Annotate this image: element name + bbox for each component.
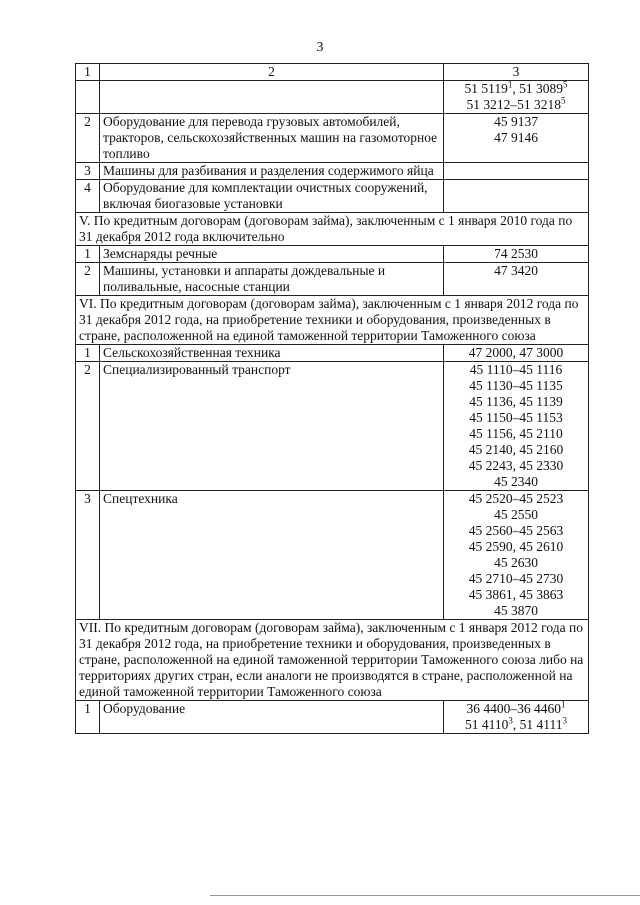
row-number-cell — [76, 81, 100, 114]
code-line: 36 4400–36 4460$^1$ — [466, 699, 566, 716]
row-text-cell: Земснаряды речные — [100, 246, 444, 263]
row-codes-cell — [444, 180, 589, 213]
code-line: 45 9137 — [494, 114, 538, 129]
footnote-mark: 5 — [561, 95, 566, 106]
code-line: 45 2560–45 2563 — [468, 523, 564, 538]
table-row — [76, 263, 589, 296]
section-title: VII. По кредитным договорам (договорам займа), заключенным с 1 января 2012 года по 31 декабря 2012 года, на приобретение техники и оборудования, произведенных в стране, расположенной на единой таможенной территории Таможенного союза либо на территориях других стран, если аналоги не производятся в стране, расположенной на единой таможенной территории Таможенного союза — [76, 620, 589, 701]
code-line: 45 1110–45 1116 — [469, 362, 563, 377]
table-row — [76, 491, 589, 620]
row-number-cell: 2 — [76, 362, 100, 491]
code-line: 47 2000, 47 3000 — [468, 345, 564, 360]
table-row — [76, 180, 589, 213]
code-line: 45 2630 — [494, 555, 538, 570]
row-number-cell: 1 — [76, 345, 100, 362]
row-text-cell: Машины, установки и аппараты дождевальные и поливальные, насосные станции — [100, 263, 444, 296]
table-header-row — [76, 64, 589, 81]
row-number-cell: 1 — [76, 246, 100, 263]
row-text-cell — [100, 81, 444, 114]
code-line: 45 2340 — [494, 474, 538, 489]
section-vii-header — [76, 620, 589, 701]
row-number-cell: 3 — [76, 491, 100, 620]
row-text-cell: Специализированный транспорт — [100, 362, 444, 491]
footnote-mark: 1 — [507, 79, 513, 90]
code-line: 45 1136, 45 1139 — [469, 394, 563, 409]
table-row — [76, 163, 589, 180]
section-vi-header — [76, 296, 589, 345]
table-row — [76, 701, 589, 734]
footnote-mark: 3 — [508, 715, 513, 726]
code-line: 45 1156, 45 2110 — [469, 426, 563, 441]
row-text-cell: Оборудование — [100, 701, 444, 734]
header-col-1: 1 — [76, 64, 100, 81]
section-v-header — [76, 213, 589, 246]
row-codes-cell — [444, 701, 589, 734]
row-number-cell: 1 — [76, 701, 100, 734]
footnote-mark: 1 — [561, 699, 566, 710]
row-number-cell: 4 — [76, 180, 100, 213]
footnote-mark: 3 — [562, 715, 567, 726]
header-col-2: 2 — [100, 64, 444, 81]
section-title: VI. По кредитным договорам (договорам займа), заключенным с 1 января 2012 года по 31 декабря 2012 года, на приобретение техники и оборудования, произведенных в стране, расположенной на единой таможенной территории Таможенного союза — [76, 296, 589, 345]
row-codes-cell — [444, 114, 589, 163]
table-row — [76, 362, 589, 491]
row-codes-cell — [444, 491, 589, 620]
row-codes-cell — [444, 81, 589, 114]
code-line: 51 4110$^3$, 51 4111$^3$ — [465, 715, 567, 732]
code-line: 51 5119$^1$, 51 3089$^5$ — [464, 79, 568, 96]
section-title: V. По кредитным договорам (договорам займа), заключенным с 1 января 2010 года по 31 декабря 2012 года включительно — [76, 213, 589, 246]
code-line: 47 9146 — [494, 130, 538, 145]
row-codes-cell — [444, 246, 589, 263]
row-codes-cell — [444, 362, 589, 491]
code-line: 45 2243, 45 2330 — [468, 458, 564, 473]
row-text-cell: Спецтехника — [100, 491, 444, 620]
code-line: 47 3420 — [494, 263, 538, 278]
table-row — [76, 114, 589, 163]
row-number-cell: 2 — [76, 114, 100, 163]
code-line: 45 2710–45 2730 — [468, 571, 564, 586]
code-line: 51 3212–51 3218$^5$ — [466, 95, 566, 112]
code-line: 74 2530 — [494, 246, 538, 261]
table-row — [76, 345, 589, 362]
row-text-cell: Оборудование для перевода грузовых автомобилей, тракторов, сельскохозяйственных машин на газомоторное топливо — [100, 114, 444, 163]
row-number-cell: 3 — [76, 163, 100, 180]
code-line: 45 2520–45 2523 — [468, 491, 564, 506]
page-bottom-rule — [210, 895, 640, 896]
code-line: 45 2590, 45 2610 — [468, 539, 564, 554]
continuation-row — [76, 81, 589, 114]
code-line: 45 3870 — [494, 603, 538, 618]
code-line: 45 2140, 45 2160 — [468, 442, 564, 457]
page-number: 3 — [316, 40, 324, 55]
code-line: 45 1150–45 1153 — [469, 410, 563, 425]
code-line: 45 2550 — [494, 507, 538, 522]
table-row — [76, 246, 589, 263]
row-codes-cell — [444, 263, 589, 296]
row-text-cell: Сельскохозяйственная техника — [100, 345, 444, 362]
row-codes-cell — [444, 345, 589, 362]
row-codes-cell — [444, 163, 589, 180]
row-number-cell: 2 — [76, 263, 100, 296]
footnote-mark: 5 — [563, 79, 568, 90]
row-text-cell: Оборудование для комплектации очистных сооружений, включая биогазовые установки — [100, 180, 444, 213]
code-line: 45 1130–45 1135 — [469, 378, 563, 393]
header-col-3: 3 — [444, 64, 589, 81]
row-text-cell: Машины для разбивания и разделения содержимого яйца — [100, 163, 444, 180]
regulation-table — [75, 63, 589, 734]
code-line: 45 3861, 45 3863 — [468, 587, 564, 602]
